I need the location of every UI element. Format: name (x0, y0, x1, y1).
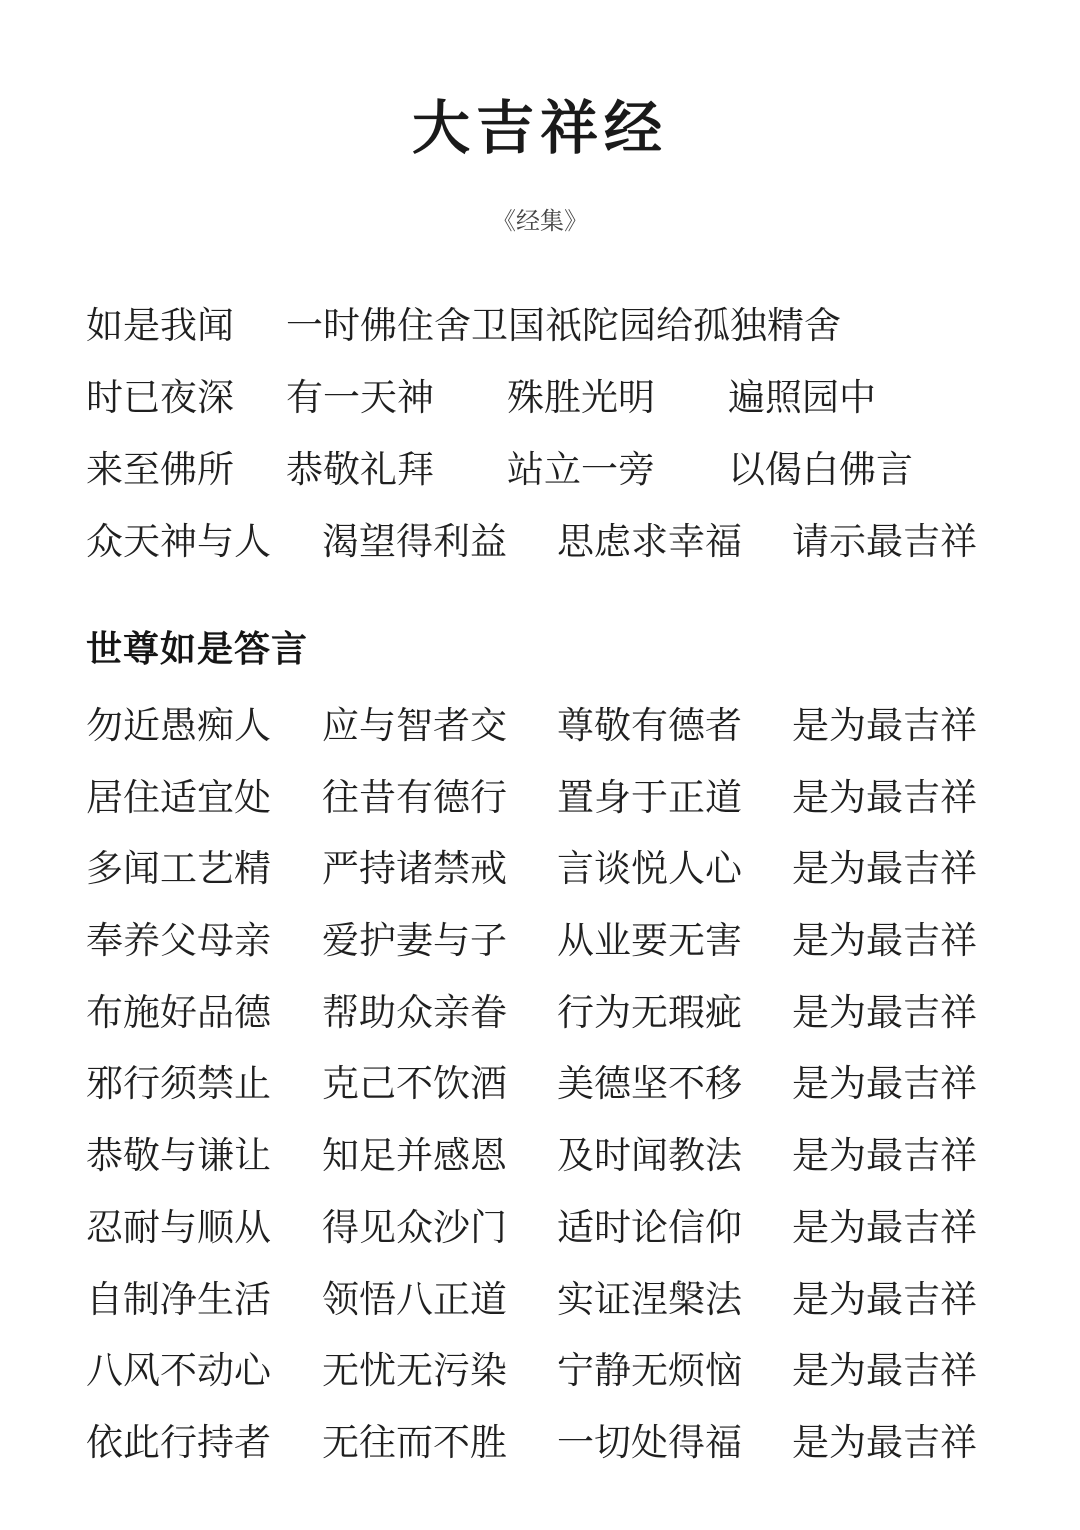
verse-phrase: 邪行须禁止 (86, 1062, 271, 1106)
intro-line (86, 290, 1006, 362)
verse-row (86, 762, 1006, 834)
intro-phrase: 恭敬礼拜 (286, 448, 434, 491)
verse-refrain: 是为最吉祥 (792, 919, 977, 963)
verse-phrase: 美德坚不移 (557, 1062, 742, 1106)
page-title: 大吉祥经 (411, 94, 668, 162)
verse-refrain: 是为最吉祥 (792, 1062, 977, 1106)
verse-phrase: 言谈悦人心 (557, 847, 742, 891)
verse-row (86, 833, 1006, 905)
verse-phrase: 多闻工艺精 (86, 847, 271, 891)
verse-row (86, 1048, 1006, 1120)
verse-phrase: 布施好品德 (86, 990, 271, 1034)
verse-refrain: 是为最吉祥 (792, 704, 977, 747)
verse-row (86, 690, 1006, 762)
verse-phrase: 从业要无害 (557, 919, 742, 963)
intro-phrase: 众天神与人 (86, 520, 271, 563)
verse-refrain: 是为最吉祥 (792, 990, 977, 1034)
intro-passage (86, 290, 1006, 578)
verse-refrain: 是为最吉祥 (792, 1349, 977, 1393)
verse-phrase: 及时闻教法 (557, 1134, 742, 1178)
intro-phrase: 请示最吉祥 (792, 520, 977, 563)
verse-phrase: 无忧无污染 (322, 1349, 507, 1393)
intro-phrase: 时已夜深 (86, 376, 234, 419)
intro-phrase: 来至佛所 (86, 448, 234, 491)
intro-phrase: 一时佛住舍卫国祇陀园给孤独精舍 (286, 304, 841, 347)
verse-row (86, 1120, 1006, 1192)
page-subtitle: 《经集》 (492, 207, 588, 235)
verse-phrase: 行为无瑕疵 (557, 990, 742, 1034)
verse-refrain: 是为最吉祥 (792, 1205, 977, 1249)
verse-phrase: 居住适宜处 (86, 775, 271, 819)
verse-row (86, 1264, 1006, 1336)
intro-phrase: 站立一旁 (507, 448, 655, 491)
verse-phrase: 恭敬与谦让 (86, 1134, 271, 1178)
verse-row (86, 1407, 1006, 1479)
section-heading: 世尊如是答言 (86, 629, 309, 670)
verse-phrase: 尊敬有德者 (557, 704, 742, 747)
verse-phrase: 克己不饮酒 (322, 1062, 507, 1106)
verse-row (86, 1192, 1006, 1264)
verse-phrase: 自制净生活 (86, 1277, 271, 1321)
intro-phrase: 遍照园中 (728, 376, 876, 419)
verse-phrase: 无往而不胜 (322, 1420, 507, 1464)
verse-phrase: 严持诸禁戒 (322, 847, 507, 891)
verse-phrase: 往昔有德行 (322, 775, 507, 819)
verse-list (86, 690, 1006, 1479)
verse-row (86, 905, 1006, 977)
verse-phrase: 奉养父母亲 (86, 919, 271, 963)
verse-phrase: 帮助众亲眷 (322, 990, 507, 1034)
verse-phrase: 一切处得福 (557, 1420, 742, 1464)
intro-line (86, 434, 1006, 506)
verse-phrase: 爱护妻与子 (322, 919, 507, 963)
verse-phrase: 宁静无烦恼 (557, 1349, 742, 1393)
verse-phrase: 实证涅槃法 (557, 1277, 742, 1321)
verse-phrase: 依此行持者 (86, 1420, 271, 1464)
intro-phrase: 渴望得利益 (322, 520, 507, 563)
verse-refrain: 是为最吉祥 (792, 1277, 977, 1321)
verse-phrase: 知足并感恩 (322, 1134, 507, 1178)
verse-phrase: 忍耐与顺从 (86, 1205, 271, 1249)
verse-phrase: 勿近愚痴人 (86, 704, 271, 747)
intro-line (86, 362, 1006, 434)
verse-phrase: 八风不动心 (86, 1349, 271, 1393)
verse-row (86, 977, 1006, 1049)
verse-refrain: 是为最吉祥 (792, 847, 977, 891)
verse-phrase: 适时论信仰 (557, 1205, 742, 1249)
verse-phrase: 得见众沙门 (322, 1205, 507, 1249)
verse-phrase: 应与智者交 (322, 704, 507, 747)
intro-phrase: 以偈白佛言 (728, 448, 913, 491)
intro-phrase: 殊胜光明 (507, 376, 655, 419)
intro-phrase: 有一天神 (286, 376, 434, 419)
verse-row (86, 1335, 1006, 1407)
verse-refrain: 是为最吉祥 (792, 1420, 977, 1464)
verse-refrain: 是为最吉祥 (792, 1134, 977, 1178)
intro-phrase: 思虑求幸福 (557, 520, 742, 563)
intro-phrase: 如是我闻 (86, 304, 234, 347)
verse-refrain: 是为最吉祥 (792, 775, 977, 819)
intro-line (86, 506, 1006, 578)
verse-phrase: 置身于正道 (557, 775, 742, 819)
verse-phrase: 领悟八正道 (322, 1277, 507, 1321)
